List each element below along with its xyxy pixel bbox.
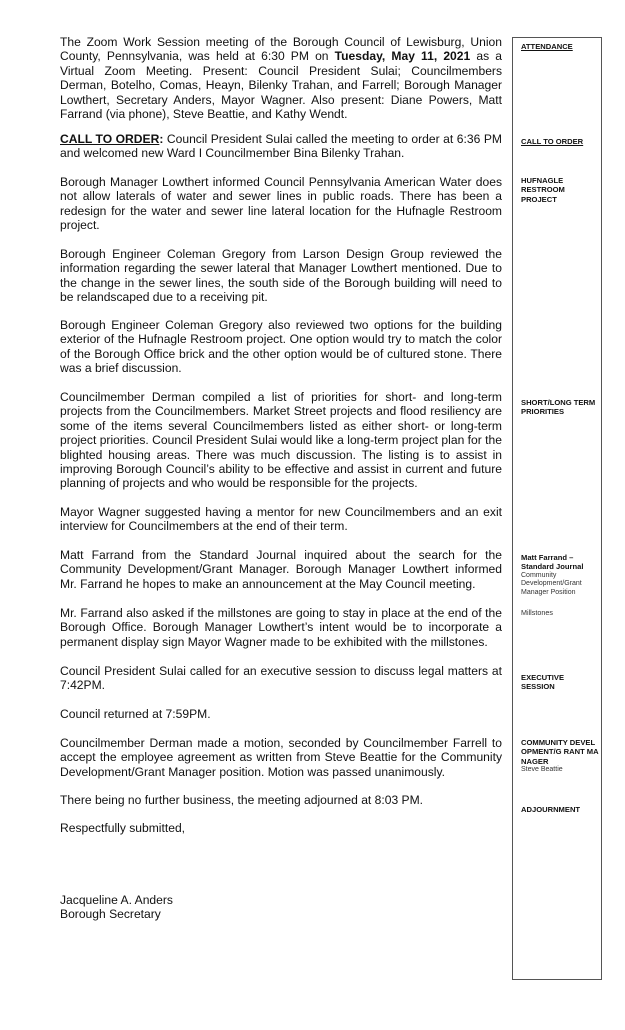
heading-colon: :	[159, 132, 164, 146]
sidebar-community-sub: Steve Beattie	[521, 766, 563, 774]
building-exterior-paragraph: Borough Engineer Coleman Gregory also reviewed two options for the building exterior of the Hufnagle Restroom project. One option would try to match the color of the Borough Office brick and the other option would be of cultured stone. There was a brief discussion.	[60, 318, 502, 376]
hufnagle-water-paragraph: Borough Manager Lowthert informed Council Pennsylvania American Water does not allow laterals of water and sewer lines in public roads. There has been a redesign for the water and sewer line lateral location for the Hufnagle Restroom project.	[60, 175, 502, 233]
call-to-order-heading: CALL TO ORDER	[60, 132, 160, 146]
meeting-date: Tuesday, May 11, 2021	[334, 49, 471, 64]
executive-session-paragraph: Council President Sulai called for an executive session to discuss legal matters at 7:42PM.	[60, 664, 502, 693]
mentor-paragraph: Mayor Wagner suggested having a mentor for new Councilmembers and an exit interview for Councilmembers at the end of their term.	[60, 505, 502, 534]
sidebar-farrand-sub: Community Development/Grant Manager Position	[521, 571, 582, 596]
sidebar-adjournment: ADJOURNMENT	[521, 805, 581, 814]
sidebar-call-to-order: CALL TO ORDER	[521, 137, 584, 146]
margin-notes-sidebar	[512, 37, 602, 980]
sidebar-farrand-title: Matt Farrand – Standard Journal	[521, 553, 584, 572]
call-to-order-text: Council President Sulai called the meeting to order at 6:36 PM and welcomed new Ward I Councilmember Bina Bilenky Trahan.	[60, 132, 502, 161]
sidebar-executive-session: EXECUTIVE SESSION	[521, 673, 565, 692]
priorities-paragraph: Councilmember Derman compiled a list of priorities for short- and long-term projects from the Councilmembers. Market Street projects and flood resiliency are some of the items several Councilmembers listed as either short- or long-term project priorities. Council President Sulai would like a long-term project plan for the blighted housing areas. There was much discussion. The listing is to assist in improving Borough Council’s ability to be effective and assist in current and future planning of projects and who would be responsible for the projects.	[60, 390, 502, 491]
sidebar-community-title: COMMUNITY DEVELOPMENT/G RANT MANAGER	[521, 738, 599, 766]
sidebar-hufnagle-restroom: HUFNAGLE RESTROOM PROJECT	[521, 176, 565, 204]
farrand-inquiry-paragraph: Matt Farrand from the Standard Journal inquired about the search for the Community Development/Grant Manager. Borough Manager Lowthert informed Mr. Farrand he hopes to make an announcement at the May Council meeting.	[60, 548, 502, 591]
call-to-order-paragraph	[60, 132, 502, 161]
motion-paragraph: Councilmember Derman made a motion, seconded by Councilmember Farrell to accept the employee agreement as written from Steve Beattie for the Community Development/Grant Manager position. Motion was passed unanimously.	[60, 736, 502, 779]
attendance-paragraph	[60, 35, 502, 121]
closing-paragraph: Respectfully submitted,	[60, 821, 186, 835]
sewer-lateral-paragraph: Borough Engineer Coleman Gregory from Larson Design Group reviewed the information regarding the sewer lateral that Manager Lowthert mentioned. Due to the change in the sewer lines, the south side of the Borough building will need to be relandscaped due to a receiving pit.	[60, 247, 502, 305]
sidebar-attendance: ATTENDANCE	[521, 42, 573, 51]
attendance-text-b: as a Virtual Zoom Meeting. Present: Council President Sulai; Councilmembers Derman, Botelho, Comas, Heayn, Bilenky Trahan, and Farrell; Borough Manager Lowthert, Secretary Anders, Mayor Wagner. Also present: Diane Powers, Matt Farrand (via phone), Steve Beattie, and Kathy Wendt.	[60, 49, 502, 122]
signature-name: Jacqueline A. Anders	[60, 893, 173, 907]
sidebar-priorities: SHORT/LONG TERM PRIORITIES	[521, 398, 596, 417]
millstones-paragraph: Mr. Farrand also asked if the millstones are going to stay in place at the end of the Borough Office. Borough Manager Lowthert’s intent would be to incorporate a permanent display sign Mayor Wagner made to be exhibited with the millstones.	[60, 606, 502, 649]
sidebar-millstones: Millstones	[521, 608, 553, 617]
signature-title: Borough Secretary	[60, 907, 161, 921]
adjournment-paragraph: There being no further business, the meeting adjourned at 8:03 PM.	[60, 793, 424, 807]
sidebar-community-dev	[521, 738, 603, 775]
sidebar-farrand	[521, 553, 603, 598]
council-returned-paragraph: Council returned at 7:59PM.	[60, 707, 211, 721]
attendance-text-a: The Zoom Work Session meeting of the Borough Council of Lewisburg, Union County, Pennsylvania, was held at 6:30 PM on	[60, 35, 502, 64]
